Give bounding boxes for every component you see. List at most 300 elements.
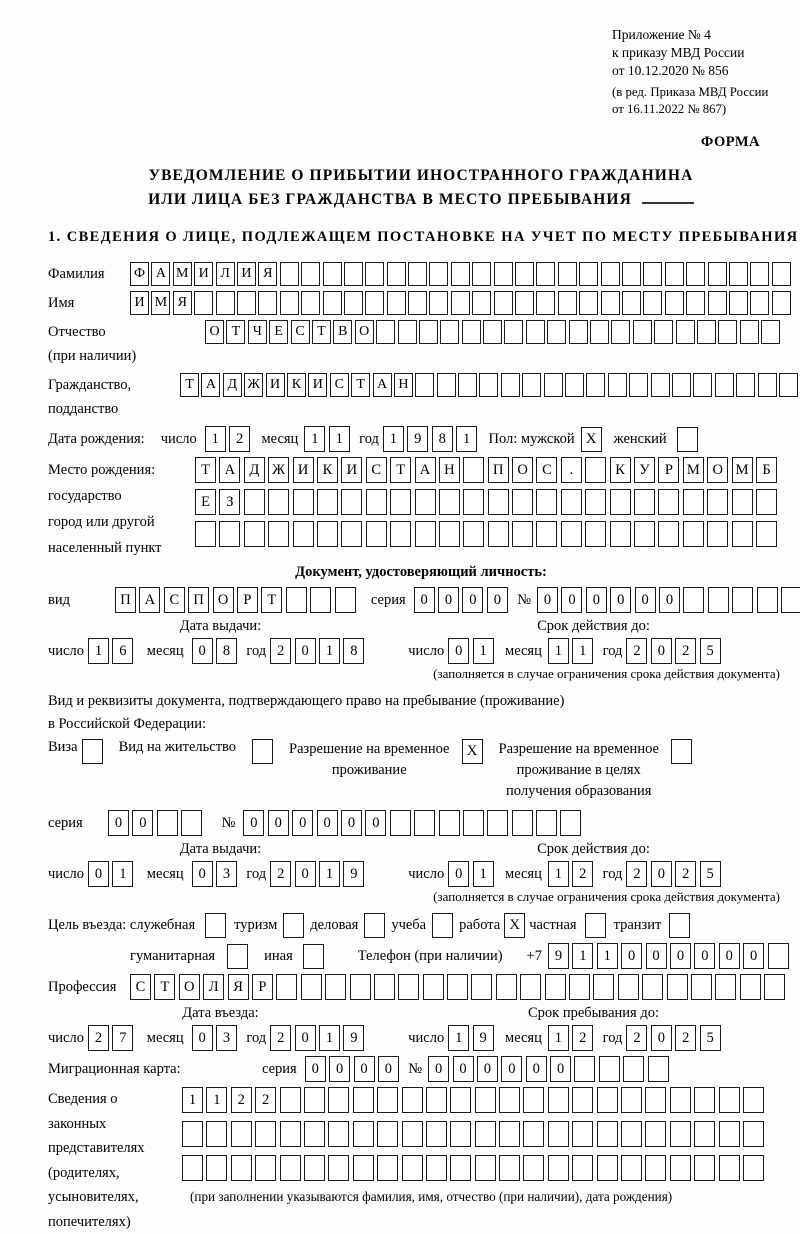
char-box[interactable]: 0 (243, 810, 264, 836)
char-box[interactable] (499, 1121, 520, 1147)
char-box[interactable]: 0 (268, 810, 289, 836)
char-box[interactable]: М (151, 291, 170, 315)
char-box[interactable]: 0 (132, 810, 153, 836)
char-box[interactable]: А (201, 373, 220, 397)
char-box[interactable]: 0 (295, 638, 316, 664)
char-box[interactable]: 0 (354, 1056, 375, 1082)
char-box[interactable]: Д (244, 457, 265, 483)
char-box[interactable]: 1 (597, 943, 618, 969)
char-box[interactable] (601, 291, 620, 315)
entry-year-grid[interactable] (270, 1025, 368, 1051)
char-box[interactable] (585, 521, 606, 547)
char-box[interactable] (642, 974, 663, 1000)
char-box[interactable]: П (188, 587, 209, 613)
char-box[interactable] (408, 291, 427, 315)
char-box[interactable] (402, 1155, 423, 1181)
char-box[interactable]: 2 (231, 1087, 252, 1113)
char-box[interactable]: 1 (456, 426, 477, 452)
char-box[interactable] (231, 1121, 252, 1147)
char-box[interactable]: 0 (586, 587, 607, 613)
char-box[interactable]: С (130, 974, 151, 1000)
char-box[interactable] (398, 974, 419, 1000)
char-box[interactable]: 1 (448, 1025, 469, 1051)
char-box[interactable] (219, 521, 240, 547)
char-box[interactable]: И (237, 262, 256, 286)
char-box[interactable] (683, 521, 704, 547)
char-box[interactable] (676, 320, 695, 344)
char-box[interactable] (390, 810, 411, 836)
char-box[interactable] (426, 1121, 447, 1147)
char-box[interactable] (597, 1121, 618, 1147)
char-box[interactable]: П (115, 587, 136, 613)
char-box[interactable]: 1 (206, 1087, 227, 1113)
char-box[interactable] (558, 291, 577, 315)
doc-number-grid[interactable] (537, 587, 800, 613)
char-box[interactable] (548, 1087, 569, 1113)
char-box[interactable]: С (291, 320, 310, 344)
char-box[interactable]: 0 (108, 810, 129, 836)
char-box[interactable] (390, 489, 411, 515)
char-box[interactable]: В (333, 320, 352, 344)
char-box[interactable]: 1 (112, 861, 133, 887)
birth-year-grid[interactable] (383, 426, 481, 452)
char-box[interactable] (216, 291, 235, 315)
visa-checkbox[interactable] (82, 739, 103, 764)
char-box[interactable]: Д (223, 373, 242, 397)
char-box[interactable]: Р (237, 587, 258, 613)
char-box[interactable]: Т (351, 373, 370, 397)
char-box[interactable] (365, 262, 384, 286)
char-box[interactable] (740, 974, 761, 1000)
char-box[interactable] (536, 489, 557, 515)
char-box[interactable]: 1 (548, 861, 569, 887)
stay-year-grid[interactable] (626, 1025, 724, 1051)
char-box[interactable] (633, 320, 652, 344)
char-box[interactable]: 1 (572, 638, 593, 664)
char-box[interactable] (622, 291, 641, 315)
char-box[interactable] (353, 1121, 374, 1147)
char-box[interactable]: 0 (341, 810, 362, 836)
char-box[interactable]: 0 (487, 587, 508, 613)
char-box[interactable] (479, 373, 498, 397)
purpose-business-checkbox[interactable] (364, 913, 385, 938)
char-box[interactable] (622, 262, 641, 286)
purpose-study-checkbox[interactable] (432, 913, 453, 938)
char-box[interactable] (323, 262, 342, 286)
char-box[interactable] (181, 810, 202, 836)
doc-kind-grid[interactable] (115, 587, 359, 613)
char-box[interactable] (732, 489, 753, 515)
char-box[interactable]: А (373, 373, 392, 397)
birth-month-grid[interactable] (304, 426, 353, 452)
char-box[interactable] (437, 373, 456, 397)
char-box[interactable] (781, 587, 800, 613)
char-box[interactable]: О (355, 320, 374, 344)
char-box[interactable]: З (219, 489, 240, 515)
birth-day-grid[interactable] (205, 426, 254, 452)
char-box[interactable] (475, 1087, 496, 1113)
char-box[interactable]: 0 (192, 638, 213, 664)
char-box[interactable]: Р (658, 457, 679, 483)
char-box[interactable]: 0 (610, 587, 631, 613)
char-box[interactable]: 1 (304, 426, 325, 452)
permit-number-grid[interactable] (243, 810, 584, 836)
char-box[interactable] (463, 521, 484, 547)
char-box[interactable] (645, 1121, 666, 1147)
char-box[interactable]: 1 (319, 861, 340, 887)
permit-valid-year-grid[interactable] (626, 861, 724, 887)
char-box[interactable]: 0 (719, 943, 740, 969)
char-box[interactable]: 0 (651, 861, 672, 887)
char-box[interactable] (439, 489, 460, 515)
char-box[interactable] (708, 291, 727, 315)
char-box[interactable] (426, 1155, 447, 1181)
char-box[interactable] (523, 1087, 544, 1113)
permit-valid-day-grid[interactable] (448, 861, 497, 887)
char-box[interactable]: 2 (572, 861, 593, 887)
char-box[interactable] (387, 262, 406, 286)
char-box[interactable] (761, 320, 780, 344)
char-box[interactable]: М (683, 457, 704, 483)
char-box[interactable]: 0 (462, 587, 483, 613)
char-box[interactable]: 1 (182, 1087, 203, 1113)
char-box[interactable] (451, 291, 470, 315)
char-box[interactable] (694, 1121, 715, 1147)
char-box[interactable] (756, 489, 777, 515)
char-box[interactable] (729, 291, 748, 315)
char-box[interactable] (523, 1121, 544, 1147)
char-box[interactable] (353, 1087, 374, 1113)
birthplace-grid-row3[interactable] (195, 521, 780, 547)
char-box[interactable] (645, 1087, 666, 1113)
char-box[interactable]: 2 (675, 638, 696, 664)
char-box[interactable] (565, 373, 584, 397)
char-box[interactable]: С (536, 457, 557, 483)
char-box[interactable]: 1 (473, 638, 494, 664)
char-box[interactable] (325, 974, 346, 1000)
char-box[interactable] (643, 291, 662, 315)
char-box[interactable]: Н (394, 373, 413, 397)
char-box[interactable] (440, 320, 459, 344)
char-box[interactable]: 9 (548, 943, 569, 969)
char-box[interactable] (768, 943, 789, 969)
char-box[interactable] (645, 1155, 666, 1181)
purpose-official-checkbox[interactable] (205, 913, 226, 938)
doc-valid-day-grid[interactable] (448, 638, 497, 664)
char-box[interactable] (463, 489, 484, 515)
char-box[interactable] (450, 1087, 471, 1113)
char-box[interactable]: 1 (473, 861, 494, 887)
char-box[interactable]: А (219, 457, 240, 483)
char-box[interactable] (536, 521, 557, 547)
char-box[interactable] (301, 291, 320, 315)
char-box[interactable]: 3 (216, 861, 237, 887)
char-box[interactable] (586, 373, 605, 397)
char-box[interactable] (450, 1121, 471, 1147)
char-box[interactable] (585, 489, 606, 515)
doc-valid-year-grid[interactable] (626, 638, 724, 664)
char-box[interactable]: А (139, 587, 160, 613)
char-box[interactable] (483, 320, 502, 344)
char-box[interactable]: 9 (473, 1025, 494, 1051)
char-box[interactable]: 0 (501, 1056, 522, 1082)
char-box[interactable] (758, 373, 777, 397)
char-box[interactable] (429, 262, 448, 286)
char-box[interactable] (693, 373, 712, 397)
char-box[interactable]: 0 (646, 943, 667, 969)
char-box[interactable] (585, 457, 606, 483)
char-box[interactable]: Е (195, 489, 216, 515)
char-box[interactable] (494, 262, 513, 286)
char-box[interactable] (376, 320, 395, 344)
char-box[interactable] (708, 587, 729, 613)
char-box[interactable] (697, 320, 716, 344)
char-box[interactable]: 2 (270, 861, 291, 887)
char-box[interactable] (545, 974, 566, 1000)
char-box[interactable]: Ж (244, 373, 263, 397)
char-box[interactable] (569, 974, 590, 1000)
char-box[interactable] (621, 1087, 642, 1113)
char-box[interactable] (206, 1155, 227, 1181)
char-box[interactable]: 1 (572, 943, 593, 969)
permit-valid-month-grid[interactable] (548, 861, 597, 887)
char-box[interactable]: Е (269, 320, 288, 344)
char-box[interactable] (323, 291, 342, 315)
char-box[interactable]: П (488, 457, 509, 483)
char-box[interactable] (694, 1087, 715, 1113)
char-box[interactable] (415, 521, 436, 547)
char-box[interactable] (488, 489, 509, 515)
char-box[interactable]: О (512, 457, 533, 483)
char-box[interactable]: 0 (317, 810, 338, 836)
char-box[interactable] (599, 1056, 620, 1082)
char-box[interactable] (276, 974, 297, 1000)
char-box[interactable] (244, 489, 265, 515)
char-box[interactable] (561, 521, 582, 547)
char-box[interactable]: Я (173, 291, 192, 315)
char-box[interactable] (593, 974, 614, 1000)
char-box[interactable] (670, 1087, 691, 1113)
char-box[interactable] (736, 373, 755, 397)
char-box[interactable]: Я (228, 974, 249, 1000)
char-box[interactable]: 9 (407, 426, 428, 452)
char-box[interactable] (366, 489, 387, 515)
char-box[interactable] (488, 521, 509, 547)
char-box[interactable] (629, 373, 648, 397)
char-box[interactable]: . (561, 457, 582, 483)
char-box[interactable] (512, 521, 533, 547)
char-box[interactable] (255, 1121, 276, 1147)
char-box[interactable] (579, 291, 598, 315)
char-box[interactable] (729, 262, 748, 286)
char-box[interactable] (515, 262, 534, 286)
patronymic-grid[interactable] (205, 320, 783, 344)
char-box[interactable]: Ж (268, 457, 289, 483)
char-box[interactable] (496, 974, 517, 1000)
purpose-work-checkbox[interactable]: X (504, 913, 525, 938)
birthplace-grid-row2[interactable] (195, 489, 780, 515)
char-box[interactable] (601, 262, 620, 286)
char-box[interactable]: 1 (383, 426, 404, 452)
char-box[interactable]: Л (216, 262, 235, 286)
char-box[interactable] (472, 262, 491, 286)
char-box[interactable]: 2 (270, 1025, 291, 1051)
char-box[interactable] (328, 1155, 349, 1181)
char-box[interactable]: Т (226, 320, 245, 344)
entry-month-grid[interactable] (192, 1025, 241, 1051)
char-box[interactable]: 0 (295, 861, 316, 887)
char-box[interactable] (475, 1155, 496, 1181)
char-box[interactable] (569, 320, 588, 344)
char-box[interactable] (419, 320, 438, 344)
char-box[interactable]: 1 (548, 638, 569, 664)
char-box[interactable] (350, 974, 371, 1000)
char-box[interactable] (590, 320, 609, 344)
char-box[interactable]: 0 (295, 1025, 316, 1051)
char-box[interactable]: Я (258, 262, 277, 286)
surname-grid[interactable] (130, 262, 793, 286)
char-box[interactable] (341, 489, 362, 515)
char-box[interactable] (450, 1155, 471, 1181)
sex-female-checkbox[interactable] (677, 427, 698, 452)
doc-issue-day-grid[interactable] (88, 638, 137, 664)
char-box[interactable]: Б (756, 457, 777, 483)
purpose-other-checkbox[interactable] (303, 944, 324, 969)
char-box[interactable]: И (194, 262, 213, 286)
char-box[interactable] (707, 489, 728, 515)
char-box[interactable] (572, 1087, 593, 1113)
char-box[interactable] (194, 291, 213, 315)
char-box[interactable]: 0 (659, 587, 680, 613)
char-box[interactable] (499, 1155, 520, 1181)
char-box[interactable] (743, 1087, 764, 1113)
char-box[interactable] (293, 489, 314, 515)
char-box[interactable]: К (287, 373, 306, 397)
permit-issue-year-grid[interactable] (270, 861, 368, 887)
char-box[interactable] (387, 291, 406, 315)
char-box[interactable] (764, 974, 785, 1000)
char-box[interactable]: Т (312, 320, 331, 344)
char-box[interactable] (560, 810, 581, 836)
char-box[interactable] (499, 1087, 520, 1113)
char-box[interactable] (634, 521, 655, 547)
char-box[interactable]: 0 (537, 587, 558, 613)
char-box[interactable] (686, 262, 705, 286)
char-box[interactable]: 8 (216, 638, 237, 664)
char-box[interactable] (779, 373, 798, 397)
char-box[interactable]: 0 (651, 638, 672, 664)
char-box[interactable] (544, 373, 563, 397)
char-box[interactable]: 2 (572, 1025, 593, 1051)
char-box[interactable] (579, 262, 598, 286)
char-box[interactable] (548, 1155, 569, 1181)
char-box[interactable]: 0 (192, 861, 213, 887)
char-box[interactable] (743, 1155, 764, 1181)
char-box[interactable] (451, 262, 470, 286)
char-box[interactable]: 0 (448, 638, 469, 664)
char-box[interactable] (458, 373, 477, 397)
char-box[interactable]: 1 (319, 1025, 340, 1051)
char-box[interactable] (472, 291, 491, 315)
char-box[interactable]: 0 (635, 587, 656, 613)
char-box[interactable] (658, 521, 679, 547)
char-box[interactable] (374, 974, 395, 1000)
char-box[interactable] (471, 974, 492, 1000)
char-box[interactable] (268, 489, 289, 515)
char-box[interactable] (182, 1155, 203, 1181)
residence-permit-checkbox[interactable] (252, 739, 273, 764)
char-box[interactable] (244, 521, 265, 547)
char-box[interactable] (621, 1155, 642, 1181)
reps-grid-row1[interactable] (182, 1087, 767, 1113)
char-box[interactable]: И (293, 457, 314, 483)
char-box[interactable]: 0 (651, 1025, 672, 1051)
char-box[interactable] (398, 320, 417, 344)
purpose-private-checkbox[interactable] (585, 913, 606, 938)
char-box[interactable] (732, 521, 753, 547)
citizenship-grid[interactable] (180, 373, 800, 397)
char-box[interactable] (691, 974, 712, 1000)
char-box[interactable]: Т (154, 974, 175, 1000)
char-box[interactable] (719, 1087, 740, 1113)
char-box[interactable] (504, 320, 523, 344)
char-box[interactable] (304, 1155, 325, 1181)
char-box[interactable] (280, 1121, 301, 1147)
char-box[interactable] (182, 1121, 203, 1147)
char-box[interactable]: А (151, 262, 170, 286)
char-box[interactable]: У (634, 457, 655, 483)
char-box[interactable] (402, 1087, 423, 1113)
char-box[interactable] (740, 320, 759, 344)
char-box[interactable] (670, 1121, 691, 1147)
temp-permit-checkbox[interactable]: X (462, 739, 483, 764)
char-box[interactable]: Ф (130, 262, 149, 286)
char-box[interactable] (522, 373, 541, 397)
char-box[interactable]: 0 (428, 1056, 449, 1082)
char-box[interactable] (665, 291, 684, 315)
char-box[interactable] (501, 373, 520, 397)
char-box[interactable] (719, 1121, 740, 1147)
char-box[interactable]: О (707, 457, 728, 483)
char-box[interactable] (756, 521, 777, 547)
char-box[interactable] (494, 291, 513, 315)
doc-issue-year-grid[interactable] (270, 638, 368, 664)
char-box[interactable] (548, 1121, 569, 1147)
char-box[interactable] (231, 1155, 252, 1181)
permit-series-grid[interactable] (108, 810, 206, 836)
doc-valid-month-grid[interactable] (548, 638, 597, 664)
char-box[interactable]: Т (390, 457, 411, 483)
char-box[interactable] (750, 291, 769, 315)
char-box[interactable] (439, 521, 460, 547)
char-box[interactable]: 2 (229, 426, 250, 452)
reps-grid-row2[interactable] (182, 1121, 767, 1147)
char-box[interactable]: 0 (743, 943, 764, 969)
char-box[interactable] (157, 810, 178, 836)
char-box[interactable]: С (330, 373, 349, 397)
char-box[interactable] (426, 1087, 447, 1113)
char-box[interactable] (344, 291, 363, 315)
doc-series-grid[interactable] (414, 587, 512, 613)
char-box[interactable] (317, 489, 338, 515)
char-box[interactable] (618, 974, 639, 1000)
entry-day-grid[interactable] (88, 1025, 137, 1051)
char-box[interactable]: И (130, 291, 149, 315)
char-box[interactable] (293, 521, 314, 547)
char-box[interactable] (304, 1087, 325, 1113)
char-box[interactable] (423, 974, 444, 1000)
char-box[interactable]: 2 (88, 1025, 109, 1051)
